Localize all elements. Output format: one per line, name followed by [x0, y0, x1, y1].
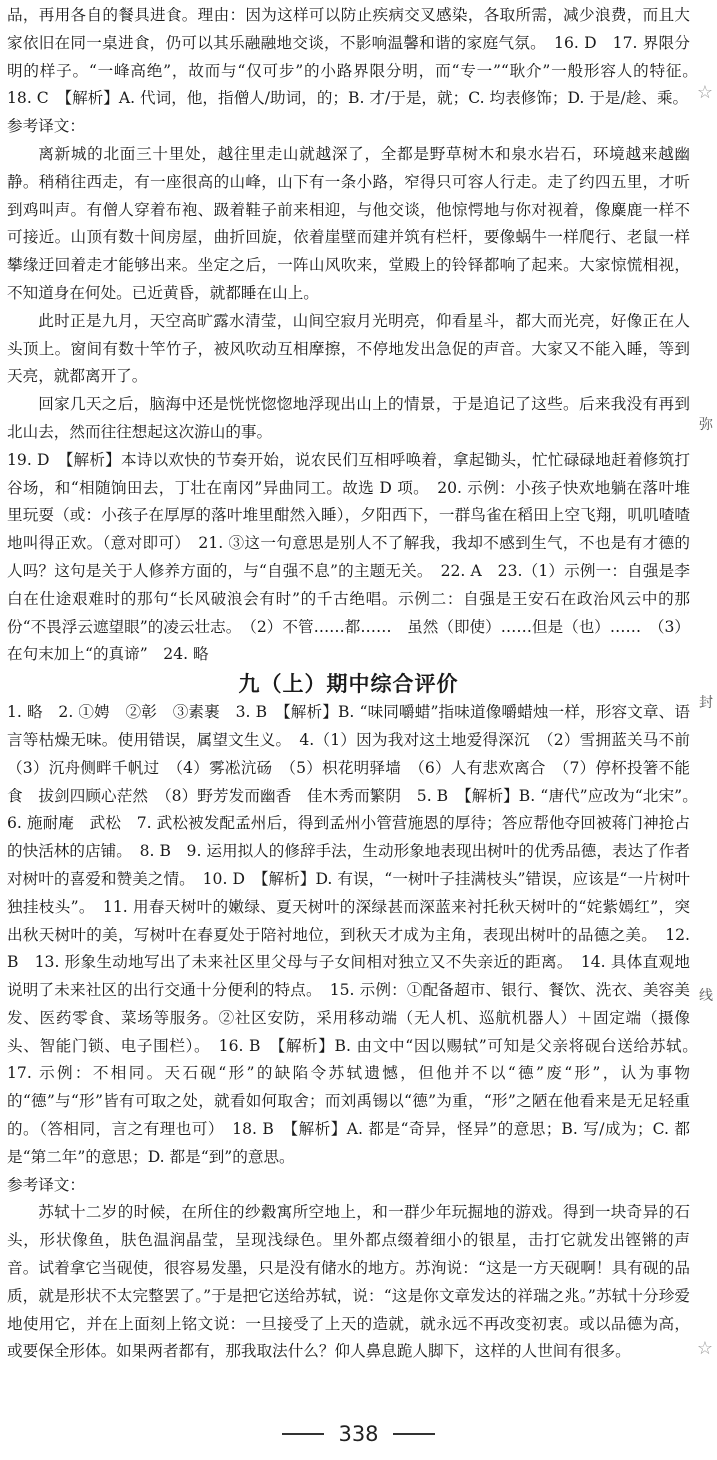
paragraph-6: 19. D 【解析】本诗以欢快的节奏开始，说农民们互相呼唤着，拿起锄头，忙忙碌碌地赶着修筑打谷场，和“相随饷田去，丁壮在南冈”异曲同工。故选 D 项。 20. 示例：小孩子快欢地躺在落叶堆里玩耍（或：小孩子在厚厚的落叶堆里酣然入睡），夕阳西下，一群鸟雀在稻田上空飞翔，叽叽喳喳地叫得正欢。（意对即可） 21. ③这一句意思是别人不了解我，我却不感到生气，不也是有才德的人吗？这句是关于人修养方面的，与“自强不息”的主题无关。 22. A 23.（1）示例一：自强是李白在仕途艰难时的那句“长风破浪会有时”的千古绝唱。示例二：自强是王安石在政治风云中的那份“不畏浮云遮望眼”的凌云壮志。 （2）不管……都…… 虽然（即使）……但是（也）…… （3）在句末加上“的真谛” 24. 略 — [7, 450, 690, 664]
paragraph-10: 苏轼十二岁的时候，在所住的纱縠寓所空地上，和一群少年玩掘地的游戏。得到一块奇异的石头，形状像鱼，肤色温润晶莹，呈现浅绿色。里外都点缀着细小的银星，击打它就发出铿锵的声音。试着拿它当砚使，很容易发墨，只是没有储水的地方。苏洵说：“这是一方天砚啊！具有砚的品质，就是形状不太完整罢了。”于是把它送给苏轼，说：“这是你文章发达的祥瑞之兆。”苏轼十分珍爱地使用它，并在上面刻上铭文说：一旦接受了上天的造就，就永远不再改变初衷。或以品德为高，或要保全形体。如果两者都有，那我取法什么？仰人鼻息跪人脚下，这样的人世间有很多。 — [7, 1203, 690, 1361]
section-heading: 九（上）期中综合评价 — [238, 672, 459, 697]
margin-char-xian: 线 — [699, 988, 713, 1004]
paragraph-1: 品，再用各自的餐具进食。理由：因为这样可以防止疾病交叉感染，各取所需，减少浪费，而且大家依旧在同一桌进食，仍可以其乐融融地交谈，不影响温馨和谐的家庭气氛。 16. D 17. 界限分明的样子。“一峰高绝”，故而与“仅可步”的小路界限分明，而“专一”“耿介”一般形容人的特征。 18. C 【解析】A. 代词，他，指僧人/助词，的；B. 才/于是，就；C. 均表修饰；D. 于是/趁、乘。 — [7, 6, 706, 108]
page-content — [7, 2, 706, 1366]
margin-char-mi: 弥 — [699, 417, 713, 433]
paragraph-3: 离新城的北面三十里处，越往里走山就越深了，全都是野草树木和泉水岩石，环境越来越幽静。稍稍往西走，有一座很高的山峰，山下有一条小路，窄得只可容人行走。走了约四五里，才听到鸡叫声。有僧人穿着布袍、趿着鞋子前来相迎，与他交谈，他惊愕地与你对视着，像麋鹿一样不可接近。山顶有数十间房屋，曲折回旋，依着崖壁而建并筑有栏杆，要像蜗牛一样爬行、老鼠一样攀缘迂回着走才能够出来。坐定之后，一阵山风吹来，堂殿上的铃铎都响了起来。大家惊慌相视，不知道身在何处。已近黄昏，就都睡在山上。 — [7, 144, 690, 302]
footer-dash-right — [393, 1433, 435, 1435]
page-number: 338 — [338, 1422, 379, 1446]
paragraph-8: 1. 略 2. ①娉 ②彰 ③素裹 3. B 【解析】B. “味同嚼蜡”指味道像嚼蜡烛一样，形容文章、语言等枯燥无味。使用错误，属望文生义。 4.（1）因为我对这土地爱得深沉 （2）雪拥蓝关马不前 （3）沉舟侧畔千帆过 （4）雾凇沆砀 （5）枳花明驿墙 （6）人有悲欢离合 （7）停杯投箸不能食 拔剑四顾心茫然 （8）野芳发而幽香 佳木秀而繁阴 5. B 【解析】B. “唐代”应改为“北宋”。 6. 施耐庵 武松 7. 武松被发配孟州后，得到孟州小管营施恩的厚待；答应帮他夺回被蒋门神抢占的快活林的店铺。 8. B 9. 运用拟人的修辞手法，生动形象地表现出树叶的优秀品德，表达了作者对树叶的喜爱和赞美之情。 10. D 【解析】D. 有误，“一树叶子挂满枝头”错误，应该是“一片树叶独挂枝头”。 11. 用春天树叶的嫩绿、夏天树叶的深绿甚而深蓝来衬托秋天树叶的“姹紫嫣红”，突出秋天树叶的美，写树叶在春夏处于陪衬地位，到秋天才成为主角，表现出树叶的品德之美。 12. B 13. 形象生动地写出了未来社区里父母与子女间相对独立又不失亲近的距离。 14. 具体直观地说明了未来社区的出行交通十分便利的特点。 15. 示例：①配备超市、银行、餐饮、洗衣、美容美发、医药零食、菜场等服务。②社区安防，采用移动端（无人机、巡航机器人）＋固定端（摄像头、智能门锁、电子围栏）。 16. B 【解析】B. 由文中“因以赐轼”可知是父亲将砚台送给苏轼。 17. 示例：不相同。天石砚“形”的缺陷令苏轼遗憾，但他并不以“德”废“形”，认为事物的“德”与“形”皆有可取之处，就看如何取舍；而刘禹锡以“德”为重，“形”之陋在他看来是无足轻重的。（答相同，言之有理也可） 18. B 【解析】A. 都是“奇异，怪异”的意思；B. 写/成为；C. 都是“第二年”的意思；D. 都是“到”的意思。 — [7, 703, 706, 1166]
translation-label-2: 参考译文： — [7, 1175, 85, 1194]
translation-label-1: 参考译文： — [7, 117, 85, 136]
page-footer — [0, 1414, 717, 1454]
paragraph-5: 回家几天之后，脑海中还是恍恍惚惚地浮现出山上的情景，于是追记了这些。后来我没有再到北山去，然而往往想起这次游山的事。 — [7, 395, 690, 441]
star-mark-bottom: ☆ — [696, 1338, 713, 1359]
margin-char-feng: 封 — [699, 695, 713, 711]
binding-margin — [695, 0, 717, 1460]
footer-dash-left — [282, 1433, 324, 1435]
star-mark-top: ☆ — [696, 82, 713, 103]
paragraph-4: 此时正是九月，天空高旷露水清莹，山间空寂月光明亮，仰看星斗，都大而光亮，好像正在人头顶上。窗间有数十竿竹子，被风吹动互相摩擦，不停地发出急促的声音。大家又不能入睡，等到天亮，就都离开了。 — [7, 311, 690, 386]
